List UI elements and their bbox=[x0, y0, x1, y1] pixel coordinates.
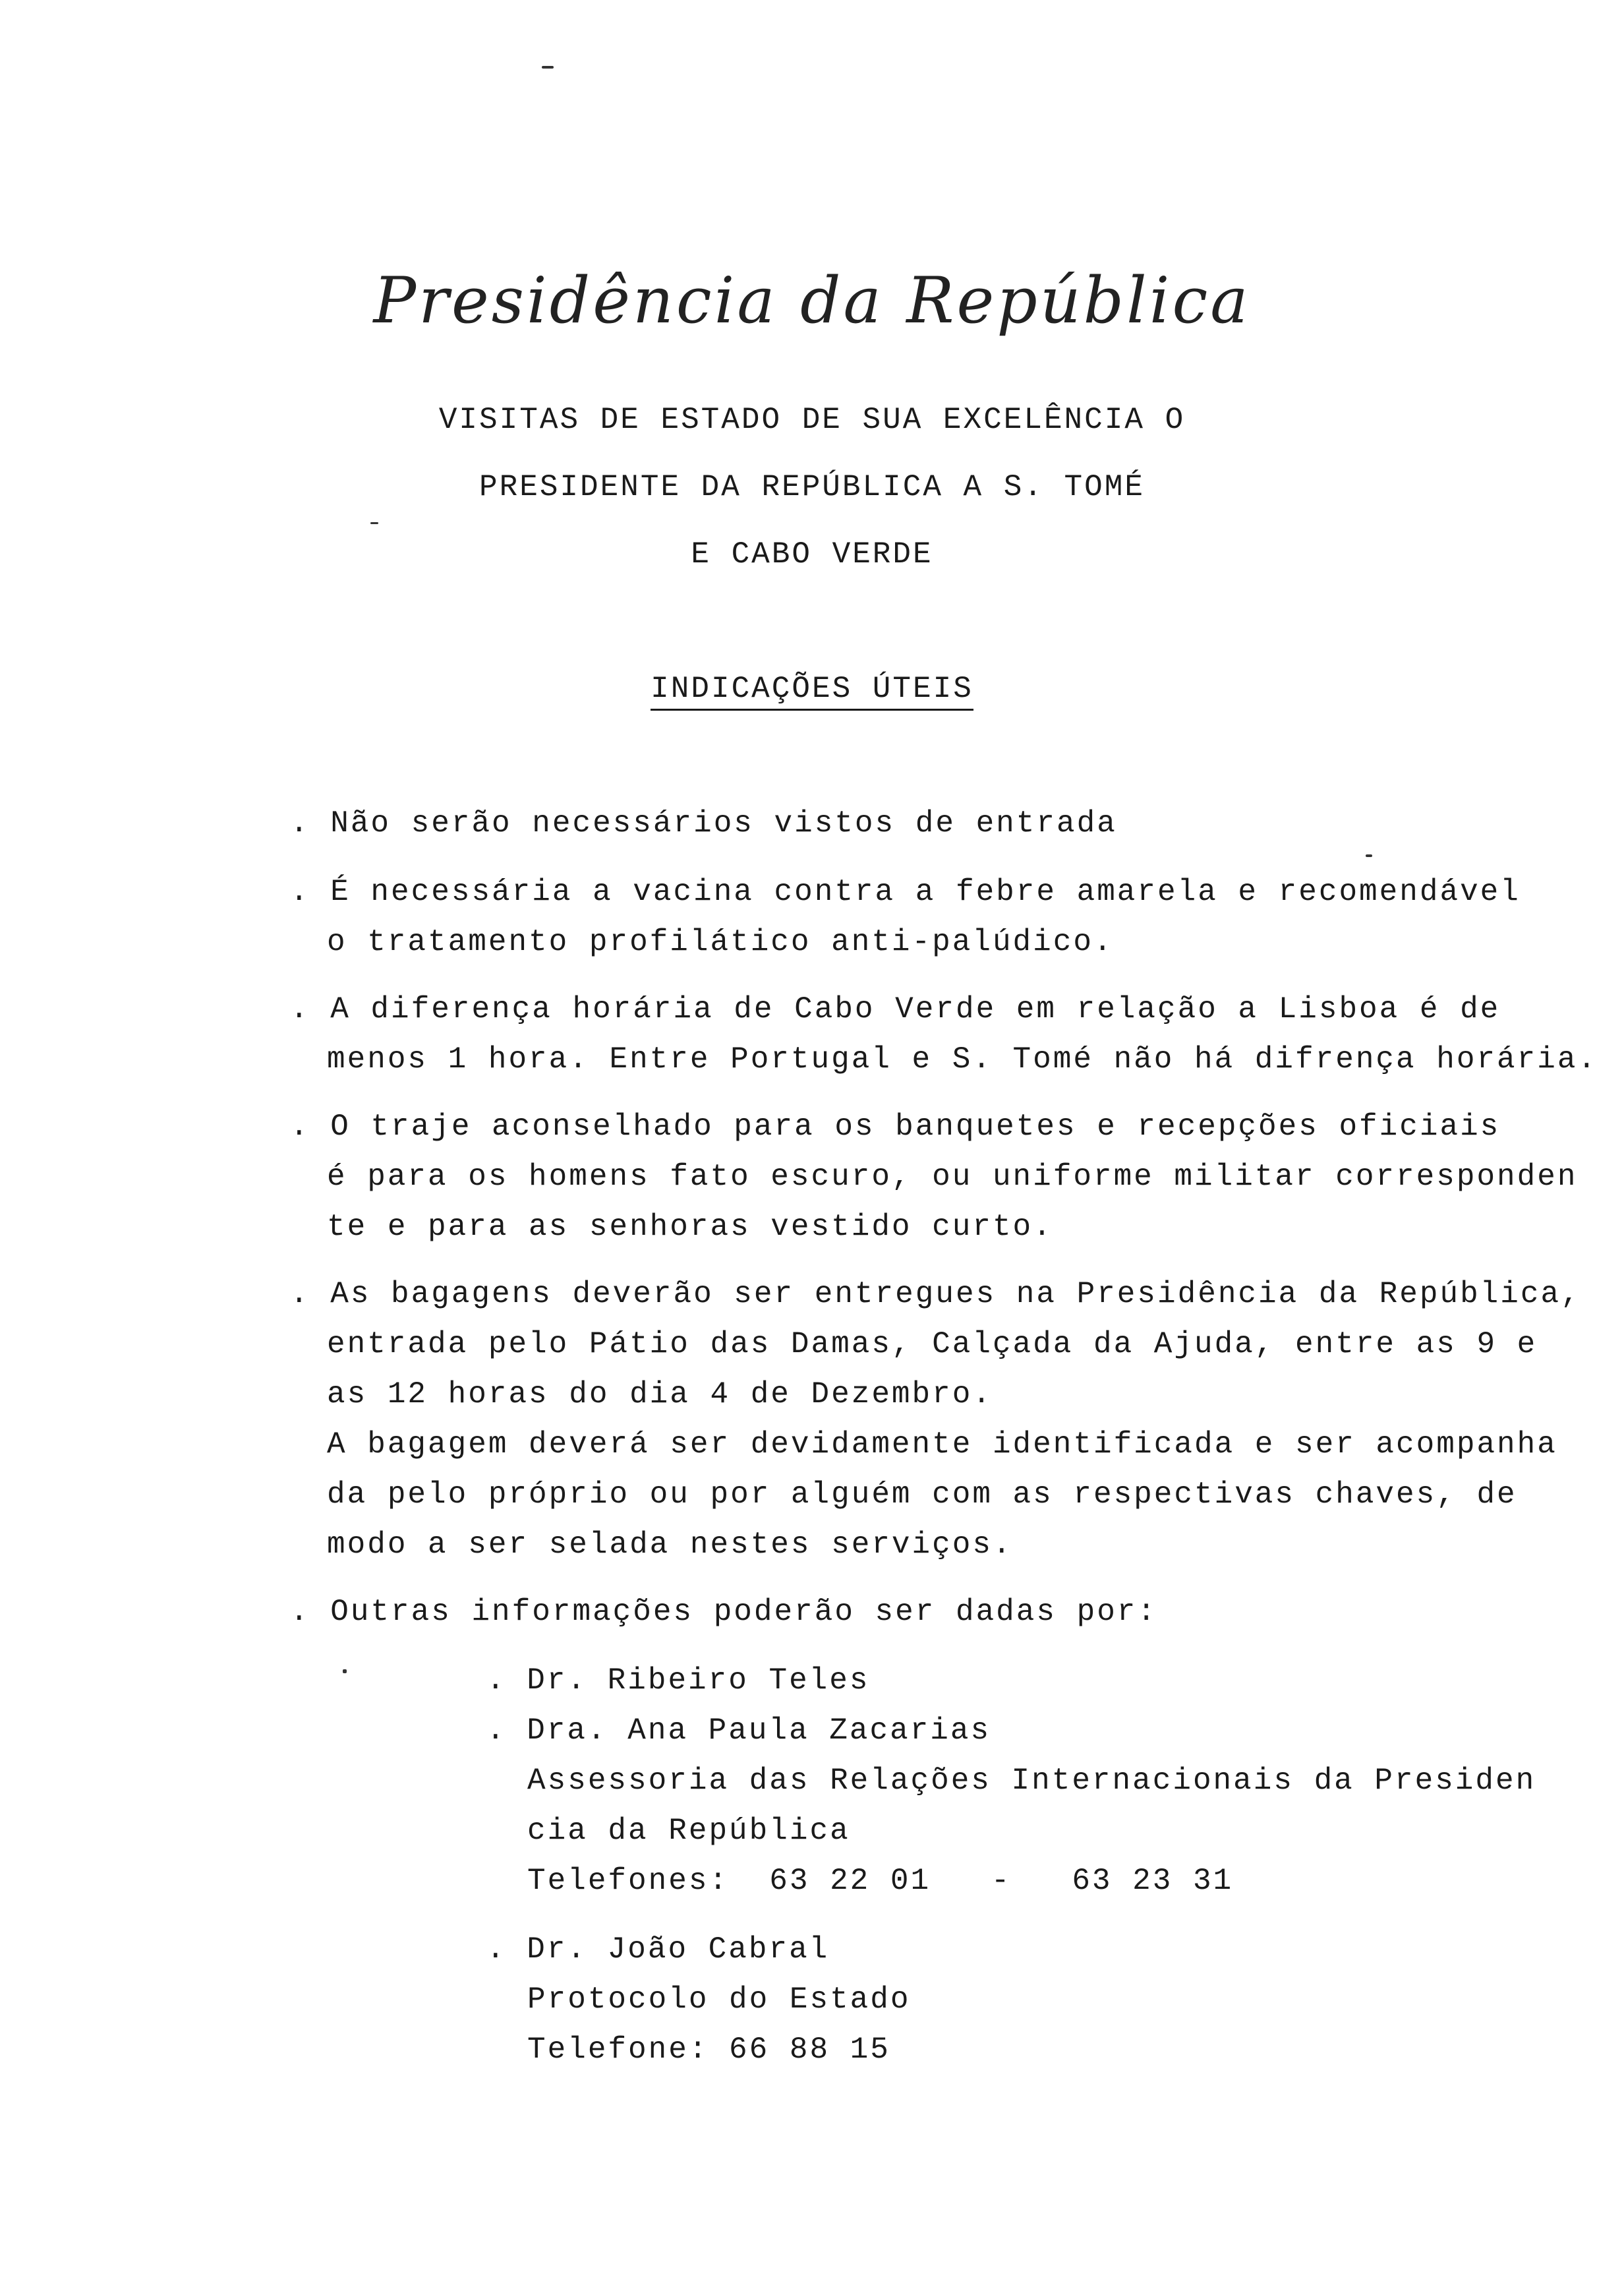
list-item-5-cont-4: da pelo próprio ou por alguém com as respectivas chaves, de bbox=[327, 1477, 1517, 1512]
contact-2-dept-2: cia da República bbox=[527, 1814, 850, 1848]
list-item-5-cont-2: as 12 horas do dia 4 de Dezembro. bbox=[327, 1377, 993, 1412]
list-item-2: . É necessária a vacina contra a febre amarela e recomendável bbox=[290, 875, 1521, 909]
title-line-3: E CABO VERDE bbox=[691, 537, 933, 572]
list-item-4-cont-2: te e para as senhoras vestido curto. bbox=[327, 1210, 1053, 1244]
contact-3: . Dr. João Cabral bbox=[486, 1932, 830, 1967]
list-item-5-cont-5: modo a ser selada nestes serviços. bbox=[327, 1528, 1013, 1562]
title-line-2: PRESIDENTE DA REPÚBLICA A S. TOMÉ bbox=[479, 470, 1145, 504]
contact-2-phone: Telefones: 63 22 01 - 63 23 31 bbox=[527, 1864, 1234, 1898]
letterhead-signature: Presidência da República bbox=[373, 264, 1251, 338]
list-item-4-cont-1: é para os homens fato escuro, ou uniforme militar corresponden bbox=[327, 1160, 1578, 1194]
list-item-4: . O traje aconselhado para os banquetes e recepções oficiais bbox=[290, 1110, 1501, 1144]
scan-speck bbox=[542, 66, 554, 69]
contact-3-phone: Telefone: 66 88 15 bbox=[527, 2033, 890, 2067]
contact-2-dept-1: Assessoria das Relações Internacionais da Presiden bbox=[527, 1764, 1536, 1798]
list-item-1: . Não serão necessários vistos de entrada bbox=[290, 806, 1117, 841]
list-item-6: . Outras informações poderão ser dadas por: bbox=[290, 1595, 1158, 1629]
scan-speck bbox=[370, 522, 378, 524]
list-item-2-cont: o tratamento profilático anti-palúdico. bbox=[327, 925, 1114, 959]
list-item-3-cont: menos 1 hora. Entre Portugal e S. Tomé não há difrença horária. bbox=[327, 1042, 1598, 1077]
list-item-5-cont-1: entrada pelo Pátio das Damas, Calçada da Ajuda, entre as 9 e bbox=[327, 1327, 1538, 1361]
list-item-5: . As bagagens deverão ser entregues na Presidência da República, bbox=[290, 1277, 1581, 1311]
contact-2: . Dra. Ana Paula Zacarias bbox=[486, 1713, 991, 1748]
contact-3-dept: Protocolo do Estado bbox=[527, 1982, 911, 2017]
section-heading: INDICAÇÕES ÚTEIS bbox=[0, 671, 1624, 707]
scan-speck bbox=[343, 1669, 347, 1673]
list-item-5-cont-3: A bagagem deverá ser devidamente identificada e ser acompanha bbox=[327, 1427, 1557, 1462]
title-line-1: VISITAS DE ESTADO DE SUA EXCELÊNCIA O bbox=[438, 403, 1186, 437]
contact-1: . Dr. Ribeiro Teles bbox=[486, 1663, 870, 1698]
scan-speck bbox=[1366, 854, 1372, 857]
list-item-3: . A diferença horária de Cabo Verde em relação a Lisboa é de bbox=[290, 992, 1501, 1026]
